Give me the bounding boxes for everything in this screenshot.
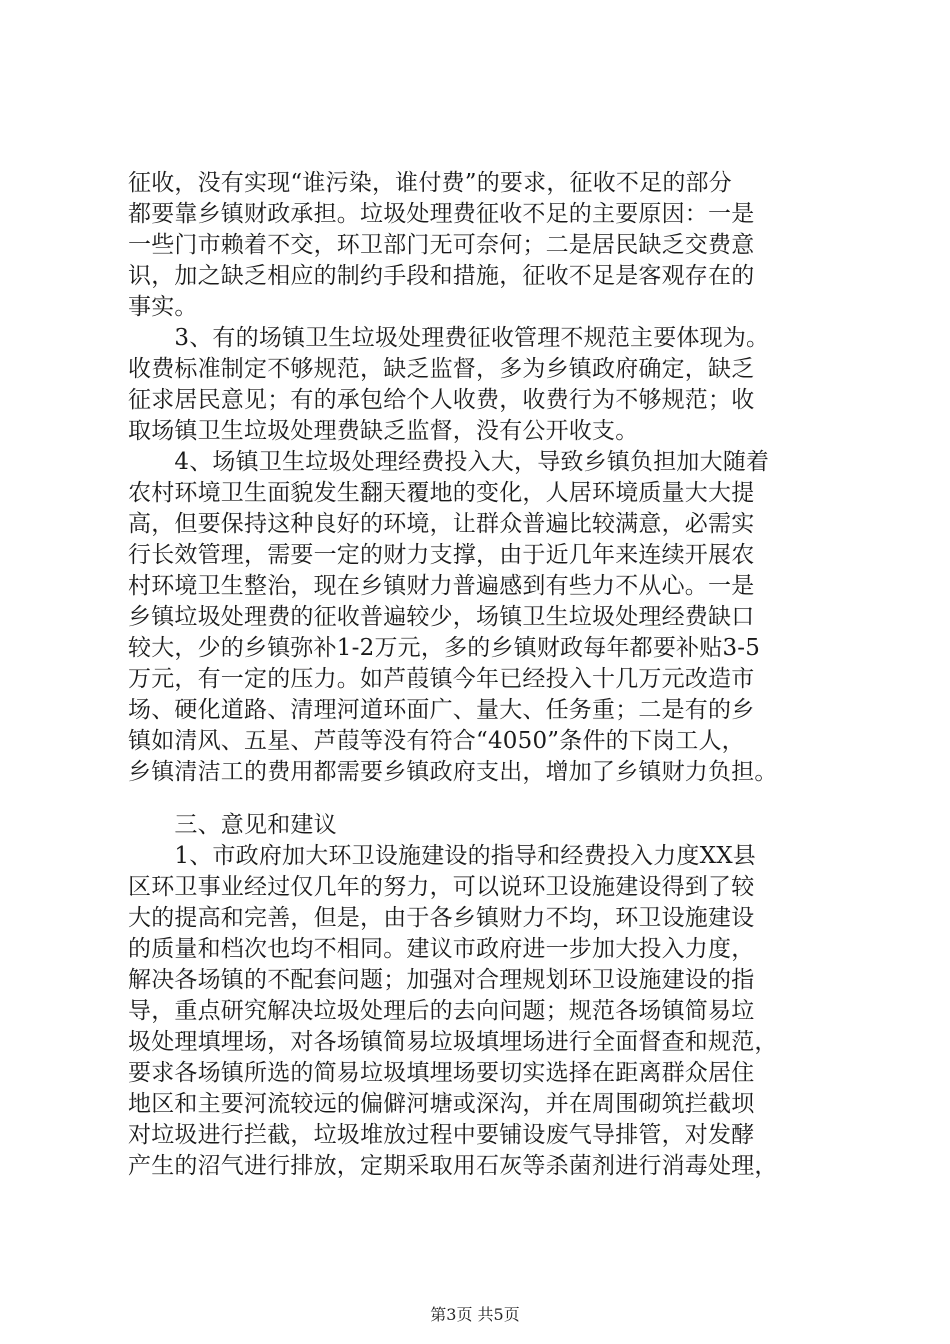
text-line: 都要靠乡镇财政承担。垃圾处理费征收不足的主要原因：一是 [128,201,755,227]
section-heading: 三、意见和建议 [128,812,337,838]
text-line: 高，但要保持这种良好的环境，让群众普遍比较满意，必需实 [128,511,755,537]
text-line: 圾处理填埋场，对各场镇简易垃圾填埋场进行全面督查和规范， [128,1029,778,1055]
document-body [128,168,832,1182]
text-line: 农村环境卫生面貌发生翻天覆地的变化，人居环境质量大大提 [128,480,755,506]
text-line: 征收，没有实现“谁污染，谁付费”的要求，征收不足的部分 [128,170,732,196]
text-line: 万元，有一定的压力。如芦葭镇今年已经投入十几万元改造市 [128,666,755,692]
text-line: 取场镇卫生垃圾处理费缺乏监督，没有公开收支。 [128,418,639,444]
text-line: 场、硬化道路、清理河道环面广、量大、任务重；二是有的乡 [128,697,755,723]
text-line: 地区和主要河流较远的偏僻河塘或深沟，并在周围砌筑拦截坝 [128,1091,755,1117]
text-line: 4、场镇卫生垃圾处理经费投入大，导致乡镇负担加大随着 [128,449,770,475]
text-line: 产生的沼气进行排放，定期采取用石灰等杀菌剂进行消毒处理， [128,1153,778,1179]
text-line: 区环卫事业经过仅几年的努力，可以说环卫设施建设得到了较 [128,874,755,900]
text-line: 村环境卫生整治，现在乡镇财力普遍感到有些力不从心。一是 [128,573,755,599]
text-line: 解决各场镇的不配套问题；加强对合理规划环卫设施建设的指 [128,967,755,993]
text-line: 一些门市赖着不交，环卫部门无可奈何；二是居民缺乏交费意 [128,232,755,258]
text-line: 的质量和档次也均不相同。建议市政府进一步加大投入力度， [128,936,755,962]
text-line: 大的提高和完善，但是，由于各乡镇财力不均，环卫设施建设 [128,905,755,931]
text-line: 镇如清风、五星、芦葭等没有符合“4050”条件的下岗工人， [128,728,745,754]
paragraph-block-1 [128,168,832,788]
text-line: 对垃圾进行拦截，垃圾堆放过程中要铺设废气导排管，对发酵 [128,1122,755,1148]
text-line: 要求各场镇所选的简易垃圾填埋场要切实选择在距离群众居住 [128,1060,755,1086]
text-line: 行长效管理，需要一定的财力支撑，由于近几年来连续开展农 [128,542,755,568]
text-line: 乡镇清洁工的费用都需要乡镇政府支出，增加了乡镇财力负担。 [128,759,778,785]
text-line: 1、市政府加大环卫设施建设的指导和经费投入力度XX县 [128,843,756,869]
text-line: 识，加之缺乏相应的制约手段和措施，征收不足是客观存在的 [128,263,755,289]
page-footer: 第3页 共5页 [430,1305,520,1324]
text-line: 征求居民意见；有的承包给个人收费，收费行为不够规范；收 [128,387,755,413]
paragraph-block-2 [128,841,832,1182]
text-line: 导，重点研究解决垃圾处理后的去向问题；规范各场镇简易垃 [128,998,755,1024]
text-line: 3、有的场镇卫生垃圾处理费征收管理不规范主要体现为。 [128,325,770,351]
text-line: 收费标准制定不够规范，缺乏监督，多为乡镇政府确定，缺乏 [128,356,755,382]
text-line: 较大，少的乡镇弥补1-2万元，多的乡镇财政每年都要补贴3-5 [128,635,761,661]
text-line: 乡镇垃圾处理费的征收普遍较少，场镇卫生垃圾处理经费缺口 [128,604,755,630]
text-line: 事实。 [128,294,198,320]
